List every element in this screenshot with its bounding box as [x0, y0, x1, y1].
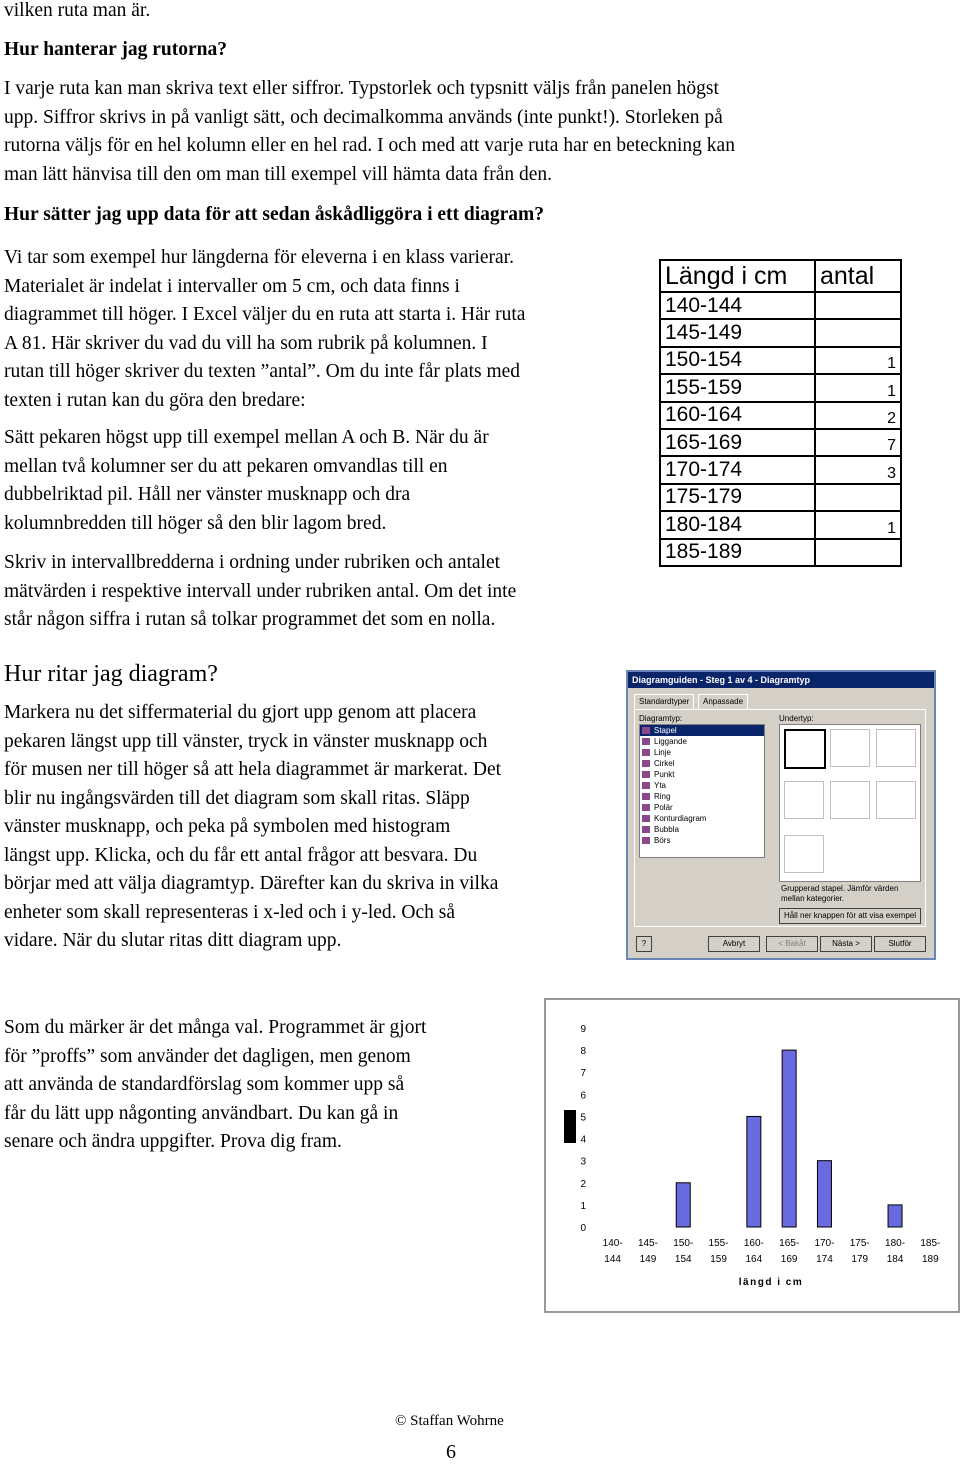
- preview-button[interactable]: Håll ner knappen för att visa exempel: [779, 908, 921, 924]
- text-line: enheter som skall representeras i x-led och i y-led. Och så: [4, 901, 456, 923]
- x-tick-label: 154: [674, 1254, 692, 1265]
- text-line: senare och ändra uppgifter. Prova dig fram.: [4, 1131, 342, 1152]
- chart-wizard-dialog: [626, 670, 936, 960]
- section1-body: [4, 75, 944, 189]
- y-tick-label: 5: [580, 1112, 586, 1124]
- section2-para3: [4, 549, 654, 635]
- y-tick-label: 9: [580, 1024, 586, 1035]
- cell-interval[interactable]: 150-154: [660, 347, 815, 374]
- y-tick-label: 6: [580, 1090, 586, 1102]
- chart-type-item[interactable]: Yta: [640, 780, 764, 791]
- heading-data-setup: Hur sätter jag upp data för att sedan åskådliggöra i ett diagram?: [4, 204, 545, 225]
- area-chart-icon: [642, 782, 650, 789]
- x-tick-label: 164: [745, 1254, 763, 1265]
- x-tick-label: 170-: [814, 1238, 835, 1249]
- y-tick-label: 1: [580, 1200, 586, 1212]
- chart-type-item[interactable]: Linje: [640, 747, 764, 758]
- text-line: texten i rutan kan du göra den bredare:: [4, 389, 306, 411]
- cell-interval[interactable]: 180-184: [660, 511, 815, 538]
- help-button[interactable]: ?: [636, 936, 652, 952]
- subtype-clustered-column[interactable]: [784, 729, 826, 769]
- text-line: börjar med att välja diagramtyp. Därefter kan du skriva in vilka: [4, 873, 499, 894]
- header-count[interactable]: antal: [815, 260, 901, 292]
- cell-count[interactable]: [815, 319, 901, 346]
- subtype-3d-100[interactable]: [876, 781, 916, 819]
- y-tick-label: 4: [580, 1134, 586, 1146]
- cell-count[interactable]: [815, 292, 901, 319]
- chart-type-item[interactable]: Bubbla: [640, 824, 764, 835]
- cell-interval[interactable]: 160-164: [660, 402, 815, 429]
- cell-count[interactable]: [815, 539, 901, 566]
- page-number: 6: [446, 1441, 456, 1463]
- cell-interval[interactable]: 145-149: [660, 319, 815, 346]
- legend-marker: [564, 1110, 576, 1143]
- tab-panel: [634, 709, 926, 927]
- text-line: vänster musknapp, och peka på symbolen med histogram: [4, 816, 451, 837]
- x-tick-label: 175-: [849, 1238, 870, 1249]
- subtype-3d-stacked[interactable]: [830, 781, 870, 819]
- types-label: Diagramtyp:: [639, 714, 683, 723]
- text-line: står någon siffra i rutan så tolkar programmet det som en nolla.: [4, 609, 496, 630]
- cell-interval[interactable]: 155-159: [660, 374, 815, 401]
- table-row: [660, 347, 901, 374]
- chart-bar: [747, 1116, 761, 1227]
- table-row: [660, 374, 901, 401]
- dialog-title: Diagramguiden - Steg 1 av 4 - Diagramtyp: [628, 672, 934, 688]
- x-tick-label: 180-: [885, 1238, 906, 1249]
- text-line: I varje ruta kan man skriva text eller siffror. Typstorlek och typsnitt väljs från panelen högst: [4, 78, 719, 99]
- chart-type-item[interactable]: Cirkel: [640, 758, 764, 769]
- tab-standard[interactable]: Standardtyper: [634, 694, 694, 709]
- doughnut-icon: [642, 793, 650, 800]
- cell-interval[interactable]: 165-169: [660, 429, 815, 456]
- chart-bar: [888, 1205, 902, 1227]
- x-tick-label: 159: [710, 1254, 727, 1265]
- cell-interval[interactable]: 185-189: [660, 539, 815, 566]
- tab-custom[interactable]: Anpassade: [698, 694, 748, 709]
- next-button[interactable]: Nästa >: [820, 936, 872, 952]
- chart-bar: [782, 1050, 796, 1227]
- back-button[interactable]: < Bakåt: [766, 936, 818, 952]
- text-line: Skriv in intervallbredderna i ordning under rubriken och antalet: [4, 552, 501, 573]
- x-tick-label: 169: [780, 1254, 798, 1265]
- text-line: Som du märker är det många val. Programmet är gjort: [4, 1017, 427, 1038]
- bar-chart-icon: [642, 727, 650, 734]
- cell-count[interactable]: 1: [815, 347, 901, 374]
- header-length[interactable]: Längd i cm: [660, 260, 815, 292]
- text-line: dubbelriktad pil. Håll ner vänster musknapp och dra: [4, 484, 411, 505]
- y-tick-label: 0: [580, 1223, 586, 1234]
- x-tick-label: 189: [922, 1254, 939, 1265]
- chart-type-item[interactable]: Liggande: [640, 736, 764, 747]
- scatter-icon: [642, 771, 650, 778]
- x-tick-label: 145-: [637, 1238, 658, 1249]
- section4-body: [4, 1014, 534, 1157]
- text-line: Materialet är indelat i intervaller om 5 cm, och data finns i: [4, 275, 460, 297]
- chart-bar: [676, 1183, 690, 1227]
- table-header-row: [660, 260, 901, 292]
- table-row: [660, 429, 901, 456]
- chart-type-item[interactable]: Stapel: [640, 725, 764, 736]
- text-line: får du lätt upp någonting användbart. Du kan gå in: [4, 1102, 399, 1124]
- subtypes-label: Undertyp:: [779, 714, 814, 723]
- length-table: [659, 259, 902, 567]
- x-tick-label: 149: [639, 1254, 657, 1265]
- table-row: [660, 539, 901, 566]
- chart-type-item[interactable]: Punkt: [640, 769, 764, 780]
- copyright: © Staffan Wohrne: [395, 1413, 504, 1429]
- surface-icon: [642, 815, 650, 822]
- stock-icon: [642, 837, 650, 844]
- text-line: upp. Siffror skrivs in på vanligt sätt, och decimalkomma används (inte punkt!). Storleken på: [4, 106, 723, 128]
- chart-bar: [817, 1161, 831, 1227]
- radar-icon: [642, 804, 650, 811]
- line-chart-icon: [642, 749, 650, 756]
- subtype-100-column[interactable]: [876, 729, 916, 767]
- table-row: [660, 456, 901, 483]
- chart-type-item[interactable]: Ring: [640, 791, 764, 802]
- text-line: A 81. Här skriver du vad du vill ha som rubrik på kolumnen. I: [4, 332, 488, 354]
- table-row: [660, 319, 901, 346]
- finish-button[interactable]: Slutför: [874, 936, 926, 952]
- y-tick-label: 7: [580, 1068, 586, 1080]
- x-tick-label: 185-: [920, 1238, 941, 1249]
- chart-type-list[interactable]: [639, 724, 765, 858]
- x-tick-label: 165-: [779, 1238, 800, 1249]
- cancel-button[interactable]: Avbryt: [708, 936, 760, 952]
- bubble-icon: [642, 826, 650, 833]
- text-line: blir nu ingångsvärden till det diagram som skall ritas. Släpp: [4, 787, 470, 809]
- cell-interval[interactable]: 175-179: [660, 484, 815, 511]
- cell-interval[interactable]: 170-174: [660, 456, 815, 483]
- text-line: rutan till höger skriver du texten ”antal”. Om du inte får plats med: [4, 361, 521, 382]
- histogram-chart: [544, 998, 960, 1313]
- table-row: [660, 292, 901, 319]
- cell-count[interactable]: 1: [815, 511, 901, 538]
- cell-count[interactable]: 3: [815, 456, 901, 483]
- x-tick-label: 174: [816, 1254, 833, 1265]
- text-line: för ”proffs” som använder det dagligen, men genom: [4, 1045, 411, 1067]
- table-row: [660, 484, 901, 511]
- cell-count[interactable]: [815, 484, 901, 511]
- y-tick-label: 3: [580, 1156, 586, 1168]
- text-line: diagrammet till höger. I Excel väljer du en ruta att starta i. Här ruta: [4, 304, 526, 325]
- subtype-description: Grupperad stapel. Jämför värden mellan kategorier.: [781, 884, 899, 903]
- heading-diagram: Hur ritar jag diagram?: [4, 661, 218, 687]
- y-tick-label: 2: [580, 1178, 586, 1190]
- text-line: rutorna väljs för en hel kolumn eller en hel rad. I och med att varje ruta har en beteckning kan: [4, 135, 735, 156]
- subtype-3d-column[interactable]: [784, 835, 824, 873]
- chart-type-item[interactable]: Börs: [640, 835, 764, 846]
- text-line: Markera nu det siffermaterial du gjort upp genom att placera: [4, 702, 477, 723]
- table-row: [660, 511, 901, 538]
- text-line: för musen ner till höger så att hela diagrammet är markerat. Det: [4, 759, 502, 780]
- chart-type-item[interactable]: Konturdiagram: [640, 813, 764, 824]
- text-line: Vi tar som exempel hur längderna för eleverna i en klass varierar.: [4, 247, 514, 268]
- text-line: längst upp. Klicka, och du får ett antal frågor att besvara. Du: [4, 844, 478, 866]
- text-line: man lätt hänvisa till den om man till exempel vill hämta data från den.: [4, 163, 553, 185]
- x-tick-label: 179: [851, 1254, 869, 1265]
- x-tick-label: 160-: [743, 1238, 764, 1249]
- intro-line: vilken ruta man är.: [4, 0, 151, 21]
- table-row: [660, 402, 901, 429]
- subtype-grid[interactable]: [779, 724, 921, 882]
- chart-type-item[interactable]: Polär: [640, 802, 764, 813]
- heading-rutorna: Hur hanterar jag rutorna?: [4, 39, 227, 60]
- pie-chart-icon: [642, 760, 650, 767]
- cell-count[interactable]: 7: [815, 429, 901, 456]
- x-tick-label: 150-: [673, 1238, 694, 1249]
- text-line: mätvärden i respektive intervall under rubriken antal. Om det inte: [4, 580, 517, 602]
- cell-count[interactable]: 2: [815, 402, 901, 429]
- x-tick-label: 140-: [602, 1238, 623, 1249]
- horizontal-bar-icon: [642, 738, 650, 745]
- x-tick-label: 144: [604, 1254, 621, 1265]
- x-tick-label: 184: [886, 1254, 904, 1265]
- cell-count[interactable]: 1: [815, 374, 901, 401]
- cell-interval[interactable]: 140-144: [660, 292, 815, 319]
- text-line: Sätt pekaren högst upp till exempel mellan A och B. När du är: [4, 427, 489, 448]
- text-line: pekaren längst upp till vänster, tryck in vänster musknapp och: [4, 730, 488, 752]
- histogram-svg: [546, 1000, 958, 1311]
- y-tick-label: 8: [580, 1046, 586, 1058]
- x-axis-label: längd i cm: [738, 1277, 804, 1288]
- subtype-3d-clustered[interactable]: [784, 781, 824, 819]
- x-tick-label: 155-: [708, 1238, 729, 1249]
- section3-body: [4, 699, 624, 956]
- text-line: mellan två kolumner ser du att pekaren omvandlas till en: [4, 455, 448, 477]
- text-line: kolumnbredden till höger så den blir lagom bred.: [4, 512, 387, 534]
- text-line: vidare. När du slutar ritas ditt diagram upp.: [4, 930, 342, 951]
- section2-para2: [4, 424, 654, 538]
- section2-para1: [4, 244, 654, 415]
- subtype-stacked-column[interactable]: [830, 729, 870, 767]
- text-line: att använda de standardförslag som kommer upp så: [4, 1074, 405, 1095]
